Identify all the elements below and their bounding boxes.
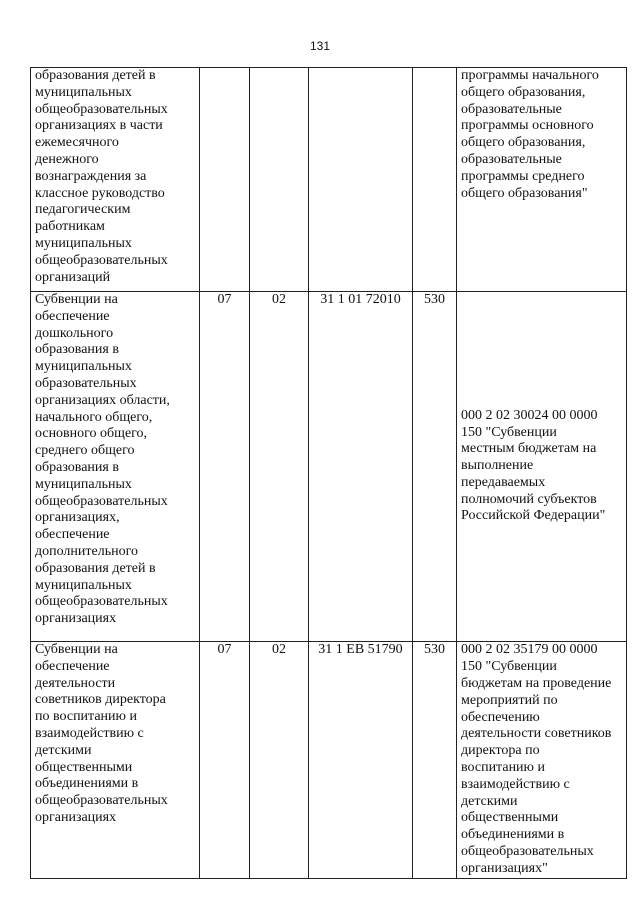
code-line: взаимодействию с: [461, 776, 570, 792]
code-line: деятельности советников: [461, 726, 612, 742]
cell-expense-type: 530: [413, 292, 457, 642]
code-line: образовательные: [461, 151, 562, 167]
cell-revenue-code: [457, 68, 627, 292]
name-line: деятельности: [35, 675, 116, 691]
name-line: образования детей в: [35, 68, 156, 83]
cell-name: [31, 642, 200, 879]
cell-article: 31 1 ЕВ 51790: [309, 642, 413, 879]
code-line: общественными: [461, 810, 559, 826]
name-line: образовательных: [35, 375, 137, 391]
name-line: общественными: [35, 759, 133, 775]
cell-expense-type: [413, 68, 457, 292]
cell-subsection: 02: [250, 642, 309, 879]
name-line: взаимодействию с: [35, 725, 144, 741]
code-line: программы среднего: [461, 168, 585, 184]
code-line: программы начального: [461, 68, 599, 83]
name-line: образования в: [35, 459, 119, 475]
name-line: обеспечение: [35, 308, 110, 324]
name-line: начального общего,: [35, 409, 153, 425]
name-line: дошкольного: [35, 325, 114, 341]
name-line: организациях области,: [35, 392, 170, 408]
name-line: классное руководство: [35, 185, 165, 201]
code-line: 150 "Субвенции: [461, 659, 557, 675]
table-row: [31, 68, 627, 292]
name-line: советников директора: [35, 692, 166, 708]
code-line: общего образования,: [461, 84, 586, 100]
name-line: организациях: [35, 809, 117, 825]
cell-section: 07: [200, 292, 250, 642]
name-line: организаций: [35, 269, 111, 285]
cell-name: [31, 68, 200, 292]
code-line: общеобразовательных: [461, 843, 594, 859]
code-line: 150 "Субвенции: [461, 424, 557, 440]
name-line: организациях: [35, 611, 117, 627]
name-line: образования в: [35, 342, 119, 358]
table-row: [31, 642, 627, 879]
name-line: образования детей в: [35, 560, 156, 576]
name-line: основного общего,: [35, 426, 148, 442]
name-line: ежемесячного: [35, 135, 119, 151]
cell-section: [200, 68, 250, 292]
code-line: общего образования": [461, 185, 588, 201]
name-line: объединениями в: [35, 776, 139, 792]
name-line: муниципальных: [35, 235, 132, 251]
name-line: муниципальных: [35, 84, 132, 100]
name-line: Субвенции на: [35, 642, 118, 657]
name-line: общеобразовательных: [35, 594, 168, 610]
name-line: муниципальных: [35, 476, 132, 492]
cell-article: [309, 68, 413, 292]
code-line: 000 2 02 35179 00 0000: [461, 642, 598, 658]
code-line: обеспечению: [461, 709, 540, 725]
code-line: местным бюджетам на: [461, 441, 597, 457]
code-line: мероприятий по: [461, 692, 558, 708]
page-number: 131: [309, 39, 331, 53]
code-line: передаваемых: [461, 474, 546, 490]
name-line: педагогическим: [35, 202, 131, 218]
table-row: [31, 292, 627, 642]
code-line: общего образования,: [461, 135, 586, 151]
name-line: Субвенции на: [35, 292, 118, 307]
cell-subsection: [250, 68, 309, 292]
code-line: выполнение: [461, 458, 534, 474]
name-line: по воспитанию и: [35, 709, 137, 725]
code-line: полномочий субъектов: [461, 491, 597, 507]
name-line: работникам: [35, 219, 105, 235]
code-line: организациях": [461, 860, 548, 876]
code-line: объединениями в: [461, 827, 565, 843]
code-line: директора по: [461, 743, 540, 759]
name-line: организациях в части: [35, 118, 163, 134]
name-line: обеспечение: [35, 658, 110, 674]
code-line: воспитанию и: [461, 760, 545, 775]
cell-section: 07: [200, 642, 250, 879]
name-line: общеобразовательных: [35, 493, 168, 509]
code-line: Российской Федерации": [461, 508, 606, 524]
name-line: денежного: [35, 151, 99, 167]
name-line: вознаграждения за: [35, 168, 147, 184]
name-line: детскими: [35, 742, 92, 758]
cell-name: [31, 292, 200, 642]
cell-expense-type: 530: [413, 642, 457, 879]
name-line: общеобразовательных: [35, 252, 168, 268]
name-line: дополнительного: [35, 543, 138, 559]
cell-article: 31 1 01 72010: [309, 292, 413, 642]
name-line: муниципальных: [35, 577, 132, 593]
table-body: [31, 68, 627, 879]
code-line: образовательные: [461, 101, 562, 117]
code-line: бюджетам на проведение: [461, 676, 612, 692]
name-line: организациях,: [35, 510, 120, 526]
code-line: программы основного: [461, 118, 594, 134]
cell-revenue-code: [457, 642, 627, 879]
name-line: среднего общего: [35, 443, 135, 459]
code-line: детскими: [461, 793, 518, 809]
name-line: муниципальных: [35, 359, 132, 375]
name-line: общеобразовательных: [35, 793, 168, 809]
name-line: общеобразовательных: [35, 101, 168, 117]
code-line: 000 2 02 30024 00 0000: [461, 407, 598, 423]
cell-revenue-code: [457, 292, 627, 642]
cell-subsection: 02: [250, 292, 309, 642]
name-line: обеспечение: [35, 527, 110, 543]
budget-table: [30, 67, 627, 879]
